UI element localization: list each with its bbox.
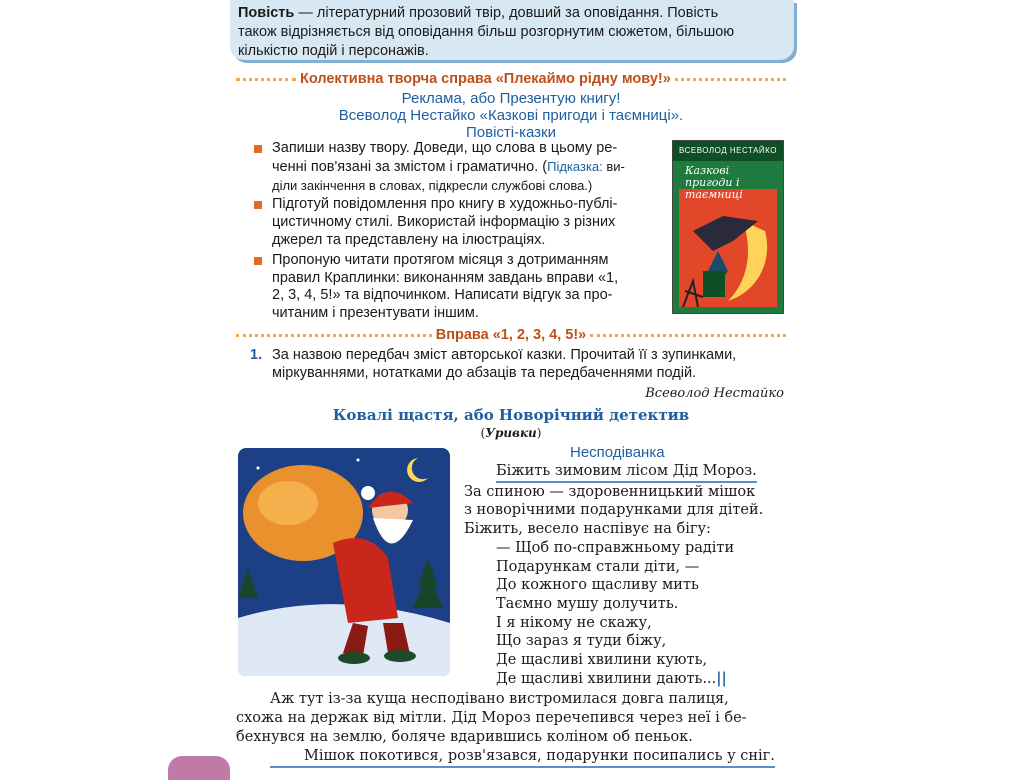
list-item: Запиши назву твору. Доведи, що слова в цьому ре- ченні пов'язані за змістом і граматично. (Підказка: ви- діли закінчення в словах, підкресли службові слова.)	[252, 140, 662, 194]
bullet-square-icon	[254, 257, 262, 265]
section-header-creative	[236, 70, 786, 88]
book-title: Казкові пригоди і таємниці	[685, 164, 743, 201]
promo-line-3: Повісті-казки	[465, 124, 556, 141]
excerpt-note: (Уривки)	[480, 426, 542, 440]
chapter-title: Несподіванка	[570, 444, 665, 461]
story-text: Біжить зимовим лісом Дід Мороз. За спиною — здоровенницький мішок з новорічними подарунками для дітей. Біжить, весело наспівує на бігу: — Щоб по-справжньому радіти Подарункам стали діти, — До кожного щасливу мить Таємно мушу долучить. І я нікому не скажу, Що зараз я туди біжу, Де щасливі хвилини кують, Де щасливі хвилини дають...||	[464, 463, 764, 687]
definition-term: Повість	[238, 5, 295, 21]
hint-label: Підказка:	[547, 158, 603, 174]
dotted-divider	[590, 334, 786, 337]
section-header-exercise	[236, 326, 786, 344]
definition-line-1: Повість — літературний прозовий твір, довший за оповідання. Повість	[238, 5, 719, 21]
definition-line-3: кількістю подій і персонажів.	[238, 43, 429, 59]
pause-mark: ||	[716, 669, 727, 687]
story-paragraph: Аж тут із-за куща несподівано вистромилася довга палиця, схожа на держак від мітли. Дід Мороз перечепився через неї і бе- бехнувся на землю, боляче вдарившись коліном об пеньок. Мішок покотився, розв'язався, подарунки посипались у сніг.	[236, 690, 786, 768]
story-title: Ковалі щастя, або Новорічний детектив	[332, 406, 690, 424]
dotted-divider	[236, 78, 296, 81]
definition-line-2: також відрізняється від оповідання більш розгорнутим сюжетом, більшою	[238, 24, 735, 40]
bullet-square-icon	[254, 201, 262, 209]
santa-illustration	[238, 448, 450, 676]
page-corner-tab	[168, 756, 230, 780]
list-item: Підготуй повідомлення про книгу в художньо-публі- цистичному стилі. Використай інформацію з різних джерел та представлену на ілюстраціях.	[252, 196, 662, 249]
list-item: Пропоную читати протягом місяця з дотриманням правил Краплинки: виконанням завдань вправи «1, 2, 3, 4, 5!» та відпочинком. Написати відгук за про- читаним і презентувати іншим.	[252, 252, 662, 323]
book-author: ВСЕВОЛОД НЕСТАЙКО	[673, 141, 783, 161]
dotted-divider	[675, 78, 786, 81]
task-1: 1. За назвою передбач зміст авторської казки. Прочитай її з зупинками, міркуваннями, нотатками до абзаців та передбаченнями подій.	[250, 347, 737, 381]
author-signature: Всеволод Нестайко	[645, 386, 784, 401]
promo-line-2: Всеволод Нестайко «Казкові пригоди і таємниці».	[338, 107, 684, 124]
section-title: Вправа «1, 2, 3, 4, 5!»	[435, 327, 587, 343]
dotted-divider	[236, 334, 432, 337]
book-cover-image	[672, 140, 784, 314]
definition-box	[230, 0, 794, 60]
bullet-square-icon	[254, 145, 262, 153]
task-bullet-list	[252, 140, 662, 325]
task-number: 1.	[250, 347, 263, 363]
promo-line-1: Реклама, або Презентую книгу!	[401, 90, 621, 107]
section-title: Колективна творча справа «Плекаймо рідну мову!»	[300, 71, 671, 87]
